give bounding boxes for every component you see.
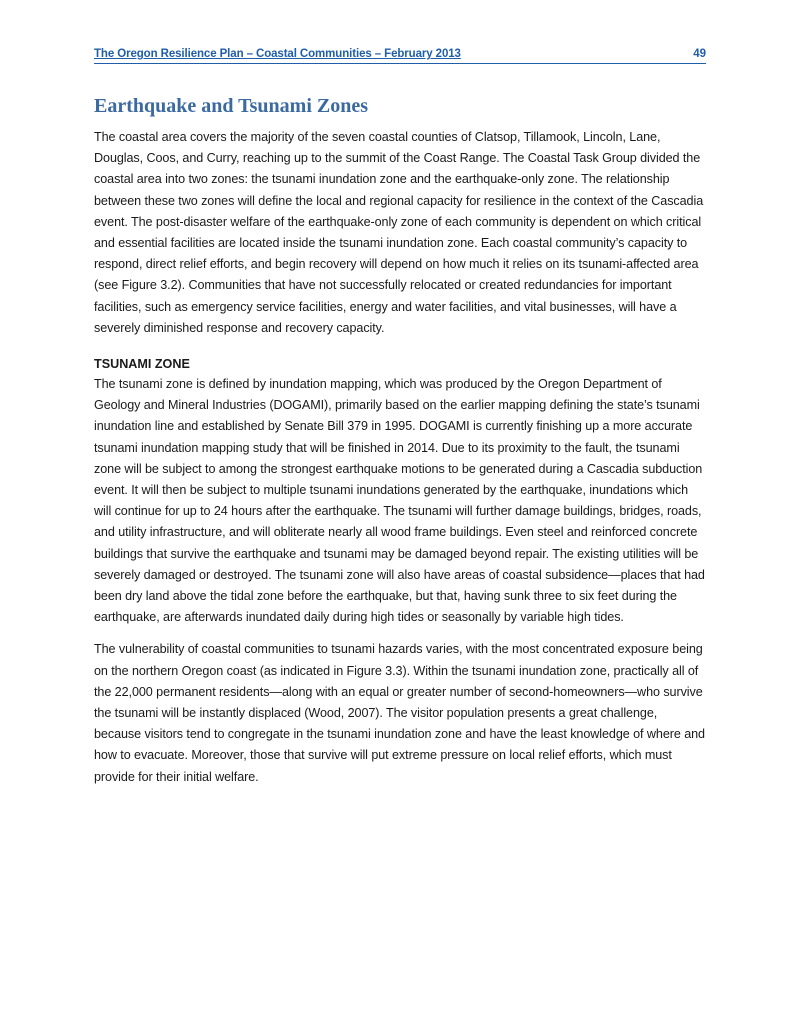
tsunami-zone-heading: TSUNAMI ZONE (94, 357, 190, 372)
document-page (94, 46, 706, 788)
tsunami-zone-paragraph-1: The tsunami zone is defined by inundation mapping, which was produced by the Oregon Department of Geology and Mineral Industries (DOGAMI), primarily based on the earlier mapping defining the state’s tsunami inundation line and established by Senate Bill 379 in 1995. DOGAMI is currently finishing up a more accurate tsunami inundation mapping study that will be finished in 2014. Due to its proximity to the fault, the tsunami zone will be subject to among the strongest earthquake motions to be generated during a Cascadia subduction event. It will then be subject to multiple tsunami inundations generated by the earthquake, inundations which will continue for up to 24 hours after the earthquake. The tsunami will further damage buildings, bridges, roads, and utility infrastructure, and will obliterate nearly all wood frame buildings. Even steel and reinforced concrete buildings that survive the earthquake and tsunami may be damaged beyond repair. The existing utilities will be severely damaged or destroyed. The tsunami zone will also have areas of coastal subsidence—places that had been dry land above the tidal zone before the earthquake, but that, having sunk three to six feet during the earthquake, are afterwards inundated daily during high tides or seasonally by variable high tides. (94, 377, 705, 625)
intro-paragraph: The coastal area covers the majority of the seven coastal counties of Clatsop, Tillamook, Lincoln, Lane, Douglas, Coos, and Curry, reaching up to the summit of the Coast Range. The Coastal Task Group divided the coastal area into two zones: the tsunami inundation zone and the earthquake-only zone. The relationship between these two zones will define the local and regional capacity for resilience in the context of the Cascadia event. The post-disaster welfare of the earthquake-only zone of each community is dependent on which critical and essential facilities are located inside the tsunami inundation zone. Each coastal community’s capacity to respond, direct relief efforts, and begin recovery will depend on how much it relies on its tsunami-affected area (see Figure 3.2). Communities that have not successfully relocated or created redundancies for important facilities, such as emergency service facilities, energy and water facilities, and vital businesses, will have a severely diminished response and recovery capacity. (94, 130, 704, 335)
tsunami-zone-paragraph-2: The vulnerability of coastal communities to tsunami hazards varies, with the most concentrated exposure being on the northern Oregon coast (as indicated in Figure 3.3). Within the tsunami inundation zone, practically all of the 22,000 permanent residents—along with an equal or greater number of second-homeowners—who survive the tsunami will be instantly displaced (Wood, 2007). The visitor population presents a great challenge, because visitors tend to congregate in the tsunami inundation zone and have the least knowledge of where and how to evacuate. Moreover, those that survive will put extreme pressure on local relief efforts, which must provide for their initial welfare. (94, 642, 705, 784)
section-title: Earthquake and Tsunami Zones (94, 95, 369, 117)
page-number: 49 (693, 48, 706, 60)
header-title: The Oregon Resilience Plan – Coastal Communities – February 2013 (94, 48, 461, 60)
running-header (94, 46, 706, 64)
